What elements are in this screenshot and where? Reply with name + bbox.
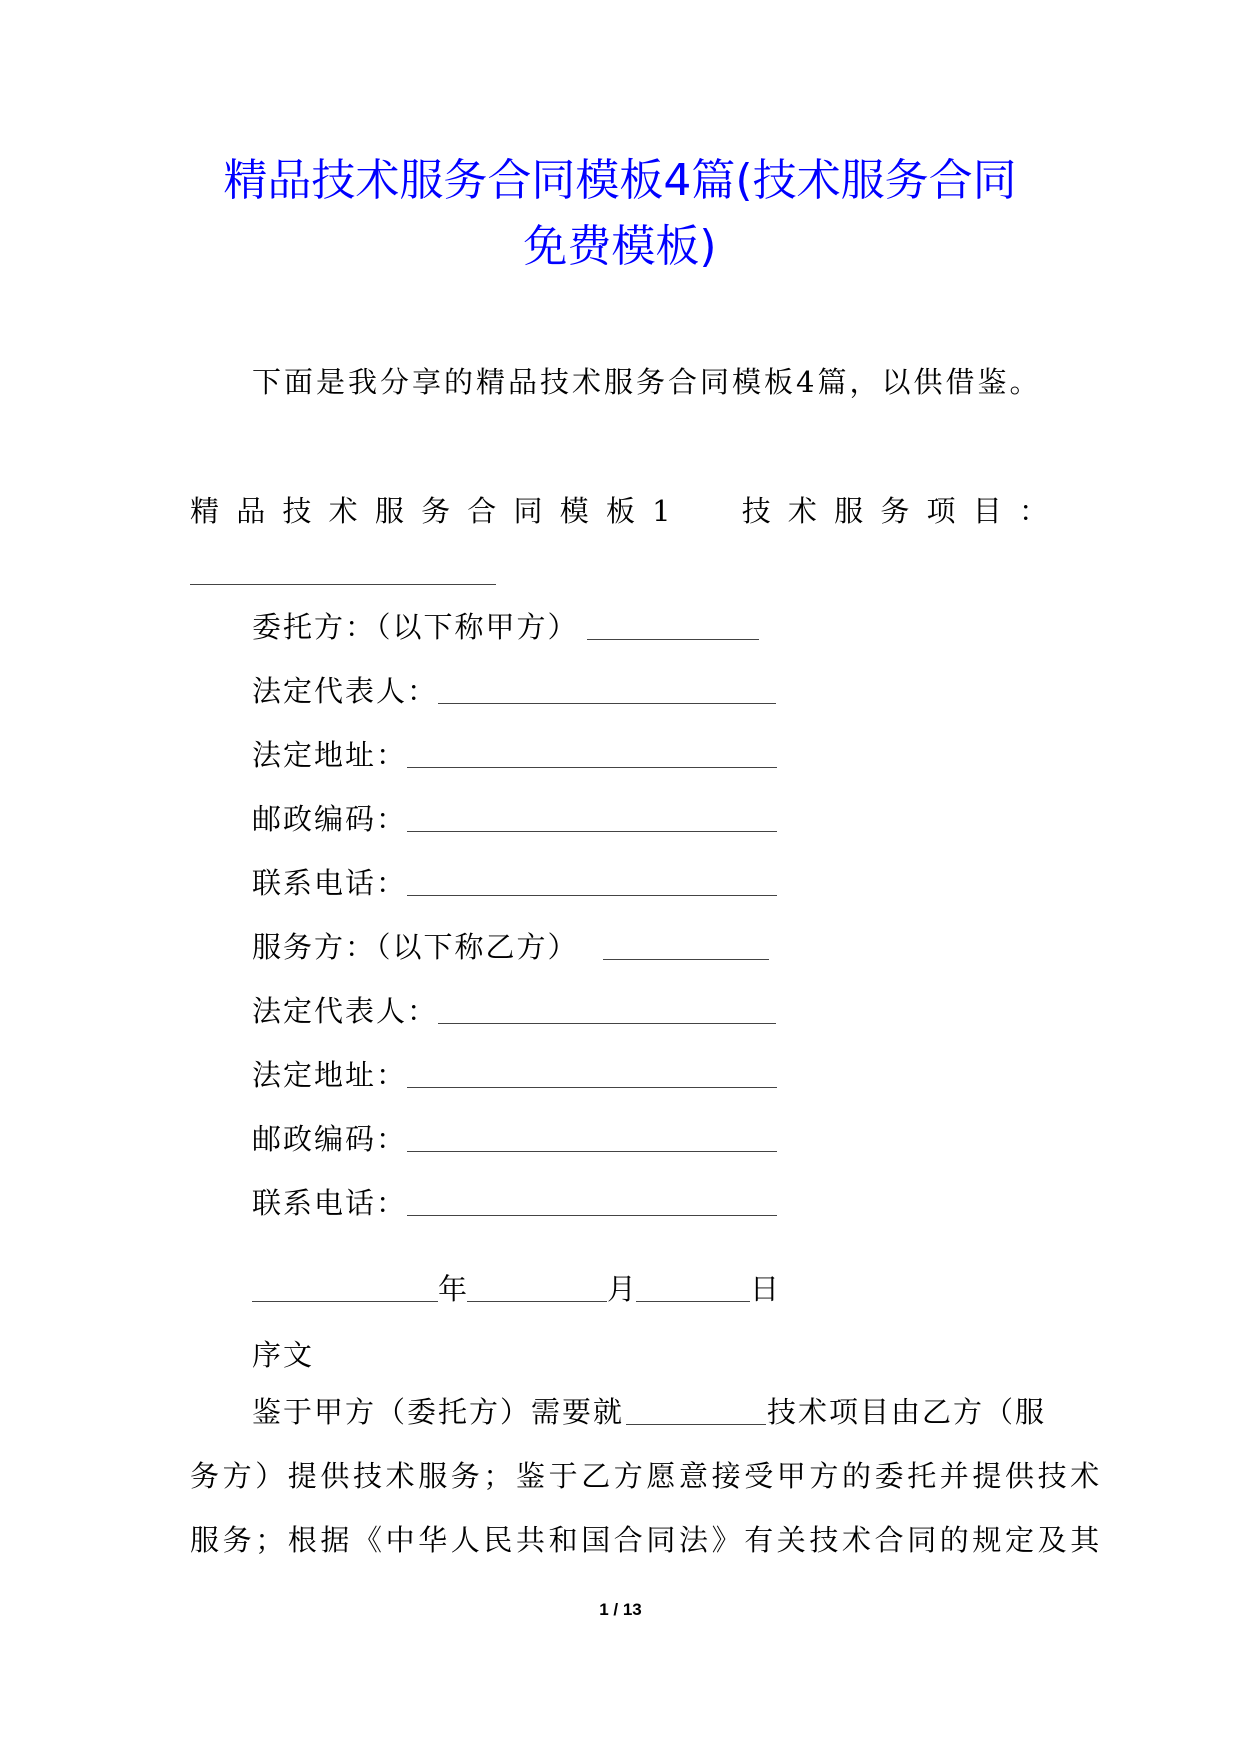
party-b-name-label: 服务方：（以下称乙方） <box>252 930 579 964</box>
body-line-1 <box>252 1391 1046 1431</box>
party-b-postcode-blank <box>407 1150 777 1152</box>
body-line-1-start: 鉴于甲方（委托方）需要就 <box>252 1395 625 1429</box>
section-heading <box>190 489 1052 530</box>
signing-date <box>252 1268 779 1308</box>
party-b-postcode-label: 邮政编码： <box>252 1122 408 1156</box>
body-line-3 <box>190 1519 1103 1559</box>
party-b-phone-label: 联系电话： <box>252 1186 408 1220</box>
document-title <box>150 148 1090 280</box>
party-a-name-label: 委托方：（以下称甲方） <box>252 610 579 644</box>
day-label: 日 <box>750 1272 780 1306</box>
year-label: 年 <box>438 1272 468 1306</box>
party-a-postcode-blank <box>407 830 777 832</box>
party-b-rep-field <box>252 990 776 1030</box>
party-a-phone-blank <box>407 894 777 896</box>
month-blank <box>467 1300 607 1302</box>
tech-project-blank <box>626 1423 766 1425</box>
party-a-rep-field <box>252 670 776 710</box>
party-a-phone-field <box>252 862 777 902</box>
party-b-name-blank <box>603 958 769 960</box>
party-b-rep-label: 法定代表人： <box>252 994 439 1028</box>
party-a-rep-blank <box>438 702 776 704</box>
party-b-phone-field <box>252 1182 777 1222</box>
party-a-postcode-field <box>252 798 777 838</box>
page-number: 1 / 13 <box>599 1600 642 1619</box>
party-a-rep-label: 法定代表人： <box>252 674 439 708</box>
party-a-address-blank <box>407 766 777 768</box>
service-item-blank <box>190 584 496 585</box>
party-b-postcode-field <box>252 1118 777 1158</box>
party-a-address-field <box>252 734 777 774</box>
body-line-2-text: 务方）提供技术服务；鉴于乙方愿意接受甲方的委托并提供技术 <box>190 1459 1103 1493</box>
party-b-address-blank <box>407 1086 777 1088</box>
party-b-phone-blank <box>407 1214 777 1216</box>
section-heading-title: 精 品 技 术 服 务 合 同 模 板 1 <box>190 494 675 528</box>
party-b-rep-blank <box>438 1022 776 1024</box>
body-line-2 <box>190 1455 1103 1495</box>
party-a-postcode-label: 邮政编码： <box>252 802 408 836</box>
party-a-phone-label: 联系电话： <box>252 866 408 900</box>
title-line-1: 精品技术服务合同模板4篇(技术服务合同 <box>223 155 1017 206</box>
intro-paragraph: 下面是我分享的精品技术服务合同模板4篇，以供借鉴。 <box>252 365 1042 399</box>
title-line-2: 免费模板) <box>523 221 717 272</box>
preface-title: 序文 <box>252 1338 315 1372</box>
month-label: 月 <box>607 1272 637 1306</box>
service-item-label: 技 术 服 务 项 目 ： <box>741 494 1052 528</box>
party-a-name-blank <box>587 638 759 640</box>
party-a-address-label: 法定地址： <box>252 738 408 772</box>
body-line-1-end: 技术项目由乙方（服 <box>766 1395 1046 1429</box>
day-blank <box>636 1300 750 1302</box>
party-b-address-field <box>252 1054 777 1094</box>
party-b-name-field <box>252 926 769 966</box>
party-b-address-label: 法定地址： <box>252 1058 408 1092</box>
party-a-name-field <box>252 606 759 646</box>
body-line-3-text: 服务；根据《中华人民共和国合同法》有关技术合同的规定及其 <box>190 1523 1103 1557</box>
year-blank <box>252 1300 438 1302</box>
